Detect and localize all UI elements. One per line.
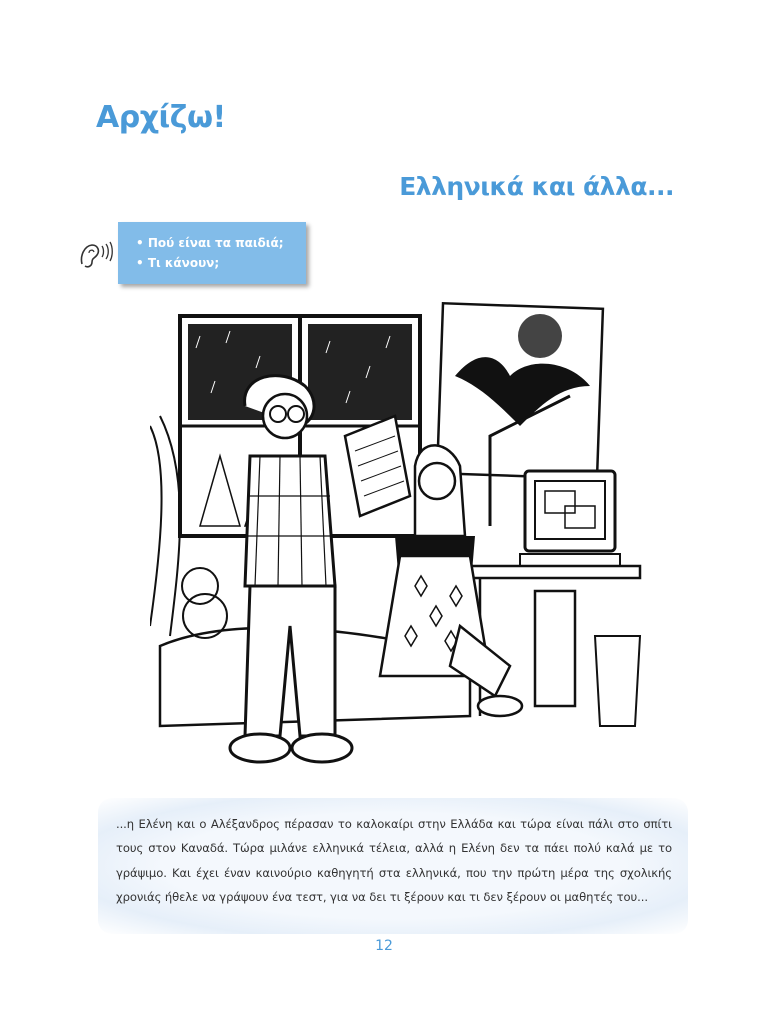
question-box	[118, 222, 306, 284]
page-number: 12	[375, 938, 393, 954]
narrative-text: ...η Ελένη και ο Αλέξανδρος πέρασαν το καλοκαίρι στην Ελλάδα και τώρα είναι πάλι στο σπίτι τους στον Καναδά. Τώρα μιλάνε ελληνικά τέλεια, αλλά η Ελένη δεν τα πάει πολύ καλά με το γράψιμο. Και έχει έναν καινούριο καθηγητή στα ελληνικά, που την πρώτη μέρα της σχολικής χρονιάς ήθελε να γράψουν ένα τεστ, για να δει τι ξέρουν και τι δεν ξέρουν οι μαθητές του...	[116, 817, 672, 905]
question-where: • Πού είναι τα παιδιά;	[136, 236, 284, 250]
page-title: Αρχίζω!	[96, 100, 226, 135]
question-what: • Τι κάνουν;	[136, 256, 220, 270]
narrative-box	[98, 798, 688, 934]
ear-listen-icon	[76, 236, 114, 272]
cartoon-illustration	[150, 296, 646, 790]
section-title: Ελληνικά και άλλα...	[399, 172, 674, 201]
